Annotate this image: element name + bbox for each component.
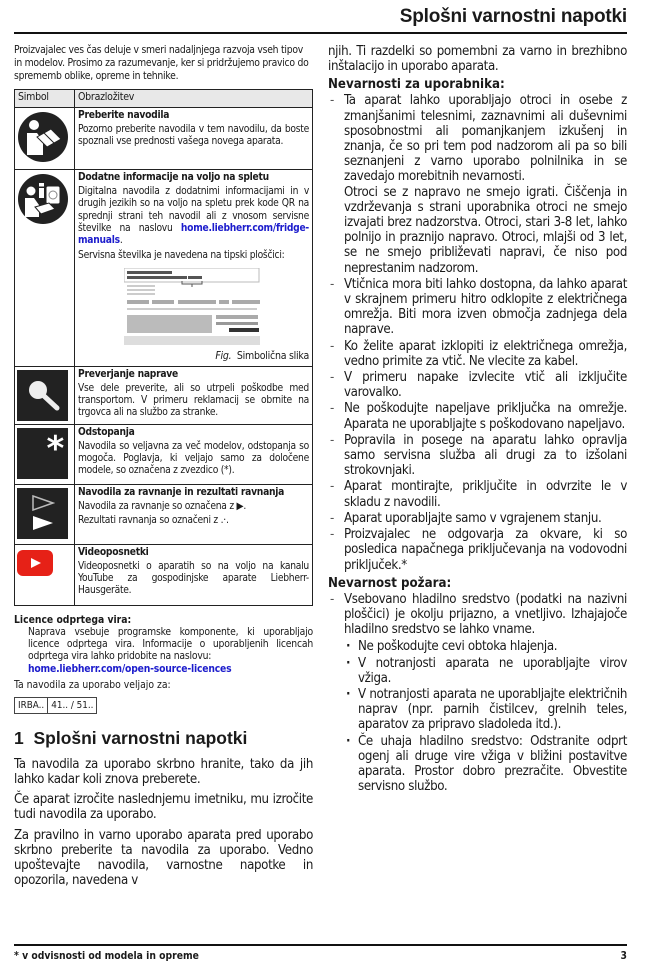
fire-hazards-heading: Nevarnost požara:: [328, 575, 452, 591]
page-header: [14, 6, 627, 34]
license-text: Naprava vsebuje programske komponente, ki uporabljajo licence odprtega vira. Informacije o uporabljenih licencah odprtega vira lahko pridobite na naslovu:: [28, 625, 313, 663]
sub-list-item: · Ne poškodujte cevi obtoka hlajenja.: [344, 639, 627, 654]
open-source-licences-link[interactable]: home.liebherr.com/open-source-licences: [28, 662, 232, 675]
user-hazards-heading: Nevarnosti za uporabnika:: [328, 77, 505, 93]
fig-label: Fig.: [215, 350, 232, 363]
row-title: Videoposnetki: [78, 546, 149, 558]
row-text-2: Servisna številka je navedena na tipski ploščici:: [78, 250, 285, 262]
table-header-symbol: Simbol: [15, 90, 75, 108]
table-header-explanation: Obrazložitev: [75, 90, 313, 108]
link-suffix: .: [119, 235, 123, 247]
row-text: Digitalna navodila z dodatnimi informacijami in v drugih jezikih so na voljo na spletu prek kode QR na sprednji strani teh navodil ali z vnosom servisne številke na naslovu: [78, 186, 309, 234]
table-row: [15, 484, 313, 544]
validity-label: Ta navodila za uporabo veljajo za:: [14, 678, 171, 691]
asterisk-icon: *: [17, 428, 68, 479]
model-item: 41.. / 51..: [47, 698, 96, 713]
text2-suffix: .: [225, 515, 229, 527]
page-footer: [14, 944, 627, 962]
list-item: - Ne poškodujte napeljave priključka na omrežje. Aparata ne uporabljajte s poškodovano napeljavo.: [328, 401, 627, 431]
type-plate-image: [124, 268, 264, 346]
action-triangle-icon: ▶: [236, 500, 244, 512]
right-column: [328, 44, 627, 795]
text-suffix: .: [243, 500, 247, 512]
footer-note: * v odvisnosti od modela in opreme: [14, 950, 199, 962]
list-item: [328, 93, 627, 275]
list-item: - Proizvajalec ne odgovarja za okvare, ki so posledica napačnega priključevanja na vodovodni priključek.*: [328, 527, 627, 573]
license-body: [28, 626, 313, 675]
row-title: Navodila za ravnanje in rezultati ravnanja: [78, 486, 285, 498]
list-item: - Vtičnica mora biti lahko dostopna, da lahko aparat v skrajnem primeru hitro odklopite z električnega omrežja. Biti mora izven območja zadnjega dela naprave.: [328, 277, 627, 338]
magnifier-icon: [17, 370, 68, 421]
paragraph: Ta navodila za uporabo skrbno hranite, tako da jih lahko kadar koli znova preberete.: [14, 756, 313, 788]
figure-caption: [78, 350, 309, 362]
license-title: Licence odprtega vira:: [14, 613, 132, 626]
row-text: Pozorno preberite navodila v tem navodilu, da boste spoznali vse prednosti vašega novega aparata.: [78, 124, 309, 148]
section-heading: [14, 728, 313, 749]
page-title: Splošni varnostni napotki: [399, 6, 627, 27]
row-title: Dodatne informacije na voljo na spletu: [78, 172, 269, 183]
section-title: Splošni varnostni napotki: [33, 727, 248, 748]
row-text: Navodila so veljavna za več modelov, odstopanja so mogoča. Poglavja, ki veljajo samo za določene modele, so označena z zvezdico (*).: [78, 440, 309, 477]
online-info-icon: [17, 173, 69, 225]
table-header-row: [15, 90, 313, 108]
row-title: Preberite navodila: [78, 110, 170, 121]
result-dot-icon: .·: [220, 515, 226, 527]
row-text-2: Rezultati ravnanja so označeni z: [78, 515, 221, 527]
fig-caption-text: Simbolična slika: [236, 350, 309, 363]
fire-subitems: [344, 639, 627, 794]
sub-list-item: · V notranjosti aparata ne uporabljajte električnih naprav (npr. parnih čistilcev, grelnih teles, aparatov za pripravo sladoleda itd.).: [344, 687, 627, 733]
left-column: [14, 44, 313, 893]
row-text: Videoposnetki o aparatih so na voljo na kanalu YouTube za gospodinjske aparate Liebherr-Hausgeräte.: [78, 560, 309, 597]
intro-text: Proizvajalec ves čas deluje v smeri nadaljnjega razvoja vseh tipov in modelov. Prosimo za razumevanje, ker si pridržujemo pravico do sprememb oblike, opreme in tehnike.: [14, 44, 309, 82]
paragraph-continuation: njih. Ti razdelki so pomembni za varno in brezhibno inštalacijo in uporabo aparata.: [328, 44, 627, 75]
list-item-text: Ta aparat lahko uporabljajo otroci in osebe z zmanjšanimi telesnimi, zaznavnimi ali duševnimi sposobnostmi ali pomanjkanjem izkušenj in znanja, če so pri tem pod nadzorom ali pa so bili seznanjeni z varno uporabo polnilnika in se zavedajo morebitnih nevarnosti.: [344, 93, 627, 185]
table-row: [15, 424, 313, 484]
symbol-table: [14, 89, 313, 606]
section-number: 1: [14, 727, 24, 748]
table-row: [15, 544, 313, 605]
row-text: Navodila za ravnanje so označena z: [78, 500, 237, 512]
list-item: - V primeru napake izvlecite vtič ali izključite varovalko.: [328, 370, 627, 400]
type-plate-illustration: [124, 268, 264, 346]
row-title: Preverjanje naprave: [78, 368, 178, 380]
row-text: Vse dele preverite, ali so utrpeli poškodbe med transportom. V primeru reklamacij se obrnite na trgovca ali na službo za stranke.: [78, 382, 309, 419]
list-item: - Ko želite aparat izklopiti iz električnega omrežja, vedno primite za vtič. Ne vlecite za kabel.: [328, 339, 627, 369]
list-item: - Aparat montirajte, priključite in odvrzite le v skladu z navodili.: [328, 479, 627, 509]
paragraph: Če aparat izročite naslednjemu imetniku, mu izročite tudi navodila za uporabo.: [14, 792, 313, 823]
model-item: IRBA..: [18, 699, 45, 711]
play-triangles-icon: [17, 488, 68, 539]
table-row: [15, 366, 313, 424]
sub-list-item: · V notranjosti aparata ne uporabljajte virov vžiga.: [344, 656, 627, 686]
paragraph: Za pravilno in varno uporabo aparata pred uporabo skrbno preberite ta navodila za uporabo. Vedno upoštevajte navodila, varnostne napotke in opozorila, navedena v: [14, 827, 313, 889]
page-number: 3: [620, 950, 627, 962]
list-item: - Aparat uporabljajte samo v vgrajenem stanju.: [328, 511, 627, 526]
table-row: [15, 108, 313, 170]
fire-hazards-list: [328, 592, 627, 795]
table-row: [15, 170, 313, 367]
sub-list-item: · Če uhaja hladilno sredstvo: Odstranite odprt ogenj ali druge vire vžiga v bližini postavitve aparata. Prostor dobro prezračite. Obvestite servisno službo.: [344, 734, 627, 795]
fridge-manuals-link[interactable]: home.liebherr.com/fridge-manuals: [78, 222, 309, 247]
list-item-text: Vsebovano hladilno sredstvo (podatki na nazivni ploščici) je okolju prijazno, a vnetljivo. Izhajajoče hladilno sredstvo se lahko vname.: [344, 591, 627, 638]
user-hazards-list: [328, 93, 627, 572]
list-item: [328, 592, 627, 795]
row-title: Odstopanja: [78, 426, 135, 438]
children-note: Otroci se z napravo ne smejo igrati. Čiščenja in vzdrževanja s strani uporabnika otroci ne smejo izvajati brez nadzorstva. Otroci, stari 3-8 let, lahko polnijo in praznijo napravo. Otroci, mlajši od 3 let, se ne smejo približevati napravi, če niso pod neprestanim nadzorom.: [344, 184, 627, 276]
list-item: - Popravila in posege na aparatu lahko opravlja samo servisna služba ali drugi za to izšolani strokovnjaki.: [328, 433, 627, 479]
youtube-icon: [17, 550, 53, 576]
read-manual-icon: [17, 111, 69, 163]
model-list: [14, 697, 97, 714]
